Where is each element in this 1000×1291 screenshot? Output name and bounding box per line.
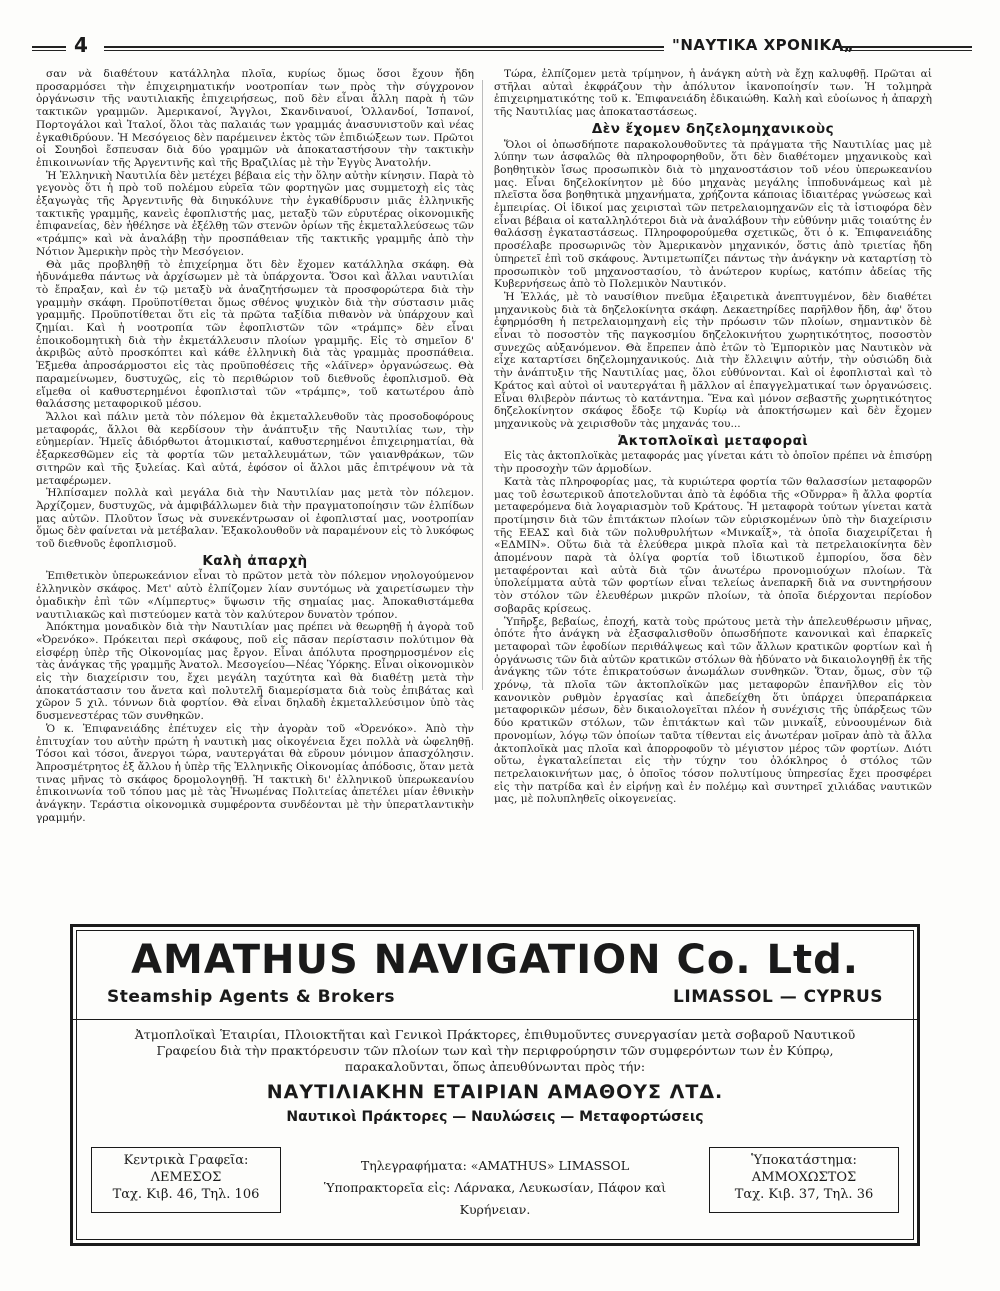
article-paragraph: Τώρα, ἐλπίζομεν μετὰ τρίμηνον, ἡ ἀνάγκη αὐτὴ νὰ ἔχῃ καλυφθῇ. Πρῶται αἱ στῆλαι αὐταὶ ἐκφράζουν τὴν ἀπόλυτον ἱκανοποίησίν των. Ἡ τολμηρὰ ἐπιχειρηματικότης τοῦ κ. Ἐπιφανειάδη ἐδικαιώθη. Καλὴ καὶ εὐοίωνος ἡ ἀπαρχὴ τῆς Ναυτιλίας μας ἀποκαταστάσεως.: [494, 68, 932, 119]
article-paragraph: σαν νὰ διαθέτουν κατάλληλα πλοῖα, κυρίως ὅμως ὅσοι ἔχουν ἤδη προσαρμόσει τὴν ἐπιχειρηματικήν νοοτροπίαν των πρὸς τὴν σύγχρονον ὀργάνωσιν τῆς ναυτιλιακῆς ἐπιχειρήσεως, ποῦ δὲν εἶναι ἄλλη παρὰ ἡ τῶν τακτικῶν γραμμῶν. Ἀμερικανοί, Ἄγγλοι, Σκανδιναυοί, Ὁλλανδοί, Ἰσπανοί, Πορτογάλοι καὶ Ἰταλοί, ὅλοι τὰς παλαιάς των γραμμάς ἀνασυνιστοῦν καὶ νέας ἐγκαθιδρύουν. Ἡ Μεσόγειος δὲν παρέμεινεν ἐκτὸς τῶν ἐπιδιώξεων των. Πρῶτοι οἱ Σουηδοὶ ἔσπευσαν διὰ δύο γραμμῶν νὰ ἀποκαταστήσουν τὴν τακτικὴν ἐπικοινωνίαν τῆς Ἀργεντινῆς καὶ τῆς Βραζιλίας μὲ τὴν Ἐγγὺς Ἀνατολήν.: [36, 68, 474, 169]
branch-label: Ὑποκατάστημα:: [751, 1153, 857, 1168]
ad-contact-info: [303, 1155, 687, 1221]
ad-greek-company-name: ΝΑΥΤΙΛΙΑΚΗΝ ΕΤΑΙΡΙΑΝ ΑΜΑΘΟΥΣ ΛΤΔ.: [266, 1081, 724, 1103]
article-paragraph: Ἀπόκτημα μοναδικὸν διὰ τὴν Ναυτιλίαν μας πρέπει νὰ θεωρηθῇ ἡ ἀγορὰ τοῦ «Ὀρενόκο». Πρόκειται περὶ σκάφους, ποῦ εἰς πᾶσαν περίστασιν πολύτιμον θὰ εἰσφέρῃ ὑπὲρ τῆς Οἰκονομίας μας ἔργον. Εἶναι ἀπόλυτα προσηρμοσμένον εἰς τὰς ἀνάγκας τῆς γραμμῆς Ἀνατολ. Μεσογείου—Νέας Ὑόρκης. Εἶναι οἰκονομικὸν εἰς τὴν διαχείρισιν του, ἔχει μεγάλη ταχύτητα καὶ θὰ διαθέτῃ μετὰ τὴν ἀποκατάστασιν του ἄνετα καὶ πολυτελῆ διαμερίσματα διὰ τοὺς ἐπιβάτας καὶ χῶρον 5 χιλ. τόννων διὰ φορτίον. Θὰ εἶναι δηλαδὴ ἐκμεταλλεύσιμον ὑπὸ τὰς δυσμενεστέρας τῶν συνθηκῶν.: [36, 621, 474, 723]
header-rule-left: [32, 46, 66, 51]
article-paragraph: Θὰ μᾶς προβληθῇ τὸ ἐπιχείρημα ὅτι δὲν ἔχομεν κατάλληλα σκάφη. Θὰ ἠδυνάμεθα πάντως νὰ ἀρχίσωμεν μὲ τὰ ὑπάρχοντα. Ὅσοι καὶ ἄλλαι ναυτιλίαι τὸ ἔπραξαν, καὶ ἐν τῷ μεταξὺ νὰ ἀναζητήσωμεν τὰ προσφορώτερα διὰ τὴν γραμμὴν σκάφη. Προϋποτίθεται ὅμως σθένος ψυχικὸν διὰ τὴν σύστασιν μιᾶς γραμμῆς. Προϋποτίθεται ὅτι εἰς τὰ πρῶτα ταξίδια πιθανὸν νὰ ὑπάρχουν καὶ ζημίαι. Καὶ ἡ νοοτροπία τῶν ἐφοπλιστῶν τῶν «τράμπς» δὲν εἶναι ἐποικοδομητικὴ διὰ τὴν ἐκμετάλλευσιν πλοίων γραμμῆς. Εἰς τὸ σημεῖον δ' ἀκριβῶς αὐτὸ προσκόπτει καὶ κάθε ἑλληνικὴ διὰ τὰς γραμμὰς προσπάθεια. Ἐξμεθα ἀπροσάρμοστοι εἰς τὰς προϋποθέσεις τῆς «λάϊνερ» ὀργανώσεως. Θὰ παραμείνωμεν, δυστυχῶς, εἰς τὸ περιθώριον τοῦ διεθνοῦς ἐφοπλισμοῦ. Θὰ εἴμεθα οἱ καθυστερημένοι ἐφοπλισταὶ τῶν «τράμπς», τοῦ κατωτέρου ἀπὸ θαλάσσης μεταφορικοῦ μέσου.: [36, 258, 474, 411]
article-paragraph: Ἡ Ἑλλάς, μὲ τὸ ναυσίθιον πνεῦμα ἐξαιρετικὰ ἀνεπτυγμένον, δὲν διαθέτει μηχανικοὺς διὰ τὰ δηζελοκίνητα σκάφη. Δεκαετηρίδες παρῆλθον ἤδη, ἀφ' ὅτου ἐφηρμόσθη ἡ πετρελαιομηχανὴ εἰς τὴν πρόωσιν τῶν πλοίων, σημαντικὸν δὲ εἶναι τὸ ποσοστὸν τῆς παγκοσμίου δηζελοκινήτου χωρητικότητος, ποσοστὸν συνεχῶς αὐξανόμενον. Θὰ ἔπρεπεν ἀπὸ ἐτῶν τὸ Ἐμπορικὸν μας Ναυτικὸν νὰ εἶχε καταρτίσει δηζελομηχανικούς. Διὰ τὴν ἔλλειψιν αὐτήν, τὴν οὐσιώδη διὰ τὴν ἀνάπτυξιν τῆς Ναυτιλίας μας, ὅλοι εὐθύνονται. Καὶ οἱ ἐφοπλισταὶ καὶ τὸ Κράτος καὶ αὐτοὶ οἱ ναυτεργάται ἢ μᾶλλον αἱ ἐπαγγελματικαί των ὀργανώσεις. Εἶναι θλιβερὸν πάντως τὸ κατάντημα. Ἕνα καὶ μόνον σεβαστῆς χωρητικότητος δηζελοκίνητον σκάφος ἔδοξε τῷ Κυρίῳ νὰ ἀποκτήσωμεν καὶ δὲν ἔχομεν μηχανικοὺς νὰ χειρισθοῦν τὰς μηχανάς του...: [494, 290, 932, 430]
article-paragraph: Ὁ κ. Ἐπιφανειάδης ἐπέτυχεν εἰς τὴν ἀγορὰν τοῦ «Ὀρενόκο». Ἀπὸ τὴν ἐπιτυχίαν του αὐτὴν πρώτη ἡ ναυτικὴ μας οἰκογένεια ἔχει πολλὰ νὰ ὠφεληθῇ. Τόσοι καὶ τόσοι, ἄνεργοι τώρα, ναυτεργάται θὰ εὕρουν μόνιμον ἀπασχόλησιν. Ἀπροσμέτρητος ἐξ ἄλλου ἡ ὑπὲρ τῆς Ἑλληνικῆς Οἰκονομίας ἀπόδοσις, ὅταν μετὰ τινας μῆνας τὸ σκάφος δρομολογηθῇ. Ἡ τακτικὴ δι' ἑλληνικοῦ ὑπερωκεανίου ἐπικοινωνία τοῦ τόπου μας μὲ τὰς Ἡνωμένας Πολιτείας ἀπετέλει μίαν ἐθνικὴν ἀνάγκην. Τεράστια οἰκονομικὰ συμφέροντα συνδέονται μὲ τὴν ὑπερατλαντικὴν γραμμήν.: [36, 722, 474, 824]
article-paragraph: Κατὰ τὰς πληροφορίας μας, τὰ κυριώτερα φορτία τῶν θαλασσίων μεταφορῶν μας τοῦ ἐσωτερικοῦ ἀποτελοῦνται ἀπὸ τὰ ἐφόδια τῆς «Οὔνρρα» ἢ ἄλλα φορτία μεταφερόμενα διὰ λογαριασμὸν τοῦ Κράτους. Ἡ μεταφορὰ τούτων γίνεται κατὰ προτίμησιν διὰ τῶν ἐπιτάκτων πλοίων τῶν εὑρισκομένων ὑπὸ τὴν διαχείρισιν τῆς ΕΕΑΣ καὶ διὰ τῶν πολυθρυλήτων «Μινκαΐξ», τὰ ὁποῖα διαχειρίζεται ἡ «ΕΔΜΙΝ». Οὕτω διὰ τὰ ἐλεύθερα μικρὰ πλοῖα καὶ τὰ πετρελαιοκίνητα δὲν ἀπομένουν παρὰ τὰ ὀλίγα φορτία τοῦ ἰδιωτικοῦ ἐμπορίου, ὅσα δὲν μεταφέρονται καὶ αὐτὰ διὰ τῶν ἀνωτέρω προνομιούχων πλοίων. Τὰ ὑπολείμματα αὐτὰ τῶν φορτίων εἶναι τελείως ἀνεπαρκῆ διὰ να συντηρήσουν τὸν στόλον τῶν ἐλευθέρων μικρῶν πλοίων, τὰ ὁποῖα διέρχονται περίοδον σοβαρᾶς κρίσεως.: [494, 475, 932, 615]
article-paragraph: Ἐπιθετικὸν ὑπερωκεάνιον εἶναι τὸ πρῶτον μετὰ τὸν πόλεμον νηολογούμενον ἑλληνικὸν σκάφος. Μετ' αὐτὸ ἐλπίζομεν λίαν συντόμως νὰ χαιρετίσωμεν τὴν ὁμαδικὴν ἐπὶ τῶν «Λίμπερτυς» ὕψωσιν τῆς σημαίας μας. Ἀποκαθιστάμεθα ναυτιλιακῶς καὶ πιστεύομεν κατὰ τὸν καλύτερον δυνατὸν τρόπον.: [36, 570, 474, 621]
article-paragraph: Ἄλλοι καὶ πάλιν μετὰ τὸν πόλεμον θὰ ἐκμεταλλευθοῦν τὰς προσοδοφόρους μεταφοράς, ἄλλοι θὰ κερδίσουν τὴν ἀνάπτυξιν τῆς Ναυτιλίας των, τὴν εὐημερίαν. Ἡμεῖς ἀδιόρθωτοι ἀτομικισταί, καθυστερημένοι ἐπιχειρηματίαι, θὰ ἐξαρκεσθῶμεν εἰς τὰ φορτία τῶν μεταλλευμάτων, τῶν γαιανθράκων, τῶν σιτηρῶν καὶ τῆς ξυλείας. Καὶ αὐτά, ἐφόσον οἱ ἄλλοι μᾶς ἐπιτρέψουν νὰ τὰ μεταφέρωμεν.: [36, 410, 474, 487]
header-rule-middle: [104, 46, 664, 51]
article-paragraph: Ὑπῆρξε, βεβαίως, ἐποχή, κατὰ τοὺς πρώτους μετὰ τὴν ἀπελευθέρωσιν μῆνας, ὁπότε ἦτο ἀνάγκη νὰ ἐξασφαλισθοῦν ὁπωσδήποτε κανονικαὶ καὶ ἐπαρκεῖς μεταφοραὶ τῶν ἐφοδίων περιθάλψεως καὶ τῶν ἄλλων κρατικῶν φορτίων καὶ ἡ ὀργάνωσις τῶν διὰ αὐτῶν κρατικῶν στόλων θὰ ἠδύνατο νὰ δικαιολογηθῇ ἐκ τῆς ἀνάγκης τῶν τότε ἐπικρατούσων ἀνωμάλων συνθηκῶν. Ὅταν, ὅμως, σὺν τῷ χρόνῳ, τὰ πλοῖα τῶν ἀκτοπλοϊκῶν μας μεταφορῶν ἐπανῆλθον εἰς τὸν κανονικὸν ρυθμὸν ἐργασίας καὶ ἀπεδείχθη ὅτι ὑπάρχει ὑπεραπάρκεια μεταφορικῶν μέσων, δὲν δικαιολογεῖται πλέον ἡ συνέχισις τῆς ὑπάρξεως τῶν δύο κρατικῶν στόλων, τῶν ἐπιτάκτων καὶ τῶν μινκαΐξ, εὐνοουμένων διὰ προνομίων, λόγῳ τῶν ὁποίων ταῦτα τίθενται εἰς ἀνωτέραν μοῖραν ἀπὸ τὰ ἄλλα ἀκτοπλοϊκὰ μας πλοῖα καὶ ἀπορροφοῦν τὸ μέγιστον μέρος τῶν φορτίων. Διότι οὕτω, ἐγκαταλείπεται εἰς τὴν τύχην του ὁλόκληρος ὁ στόλος τῶν πετρελαιοκινήτων μας, ὁ ὁποῖος τόσον πολυτίμους ὑπηρεσίας ἔχει προσφέρει εἰς τὴν πατρίδα καὶ ἐν εἰρήνῃ καὶ ἐν πολέμῳ καὶ συντηρεῖ χιλιάδας ναυτικῶν μας, μὲ πολυπληθεῖς οἰκογενείας.: [494, 615, 932, 806]
ad-telegraph: Τηλεγραφήματα: «AMATHUS» LIMASSOL: [360, 1158, 630, 1173]
article-paragraph: Ὅλοι οἱ ὁπωσδήποτε παρακολουθοῦντες τὰ πράγματα τῆς Ναυτιλίας μας μὲ λύπην των ἀσφαλῶς θὰ πληροφορηθοῦν, ὅτι δὲν διαθέτομεν μηχανικοὺς καὶ βοηθητικὸν ἴσως προσωπικὸν διὰ τὸ μηχανοστάσιον τοῦ νέου ὑπερωκεανίου μας. Εἶναι δηζελοκίνητον μὲ δύο μηχανὰς μεγάλης ἱπποδυνάμεως καὶ μὲ πλεῖστα ὅσα βοηθητικὰ μηχανήματα, χρήζοντα κάποιας ἰδιαιτέρας γνώσεως καὶ ἐμπειρίας. Οἱ ἰδικοί μας χειρισταὶ τῶν πετρελαιομηχανῶν εἰς τὰ ἰστιοφόρα δὲν εἶναι βέβαια οἱ καταλληλότεροι διὰ νὰ ἀναλάβουν τὴν εὐθύνην μιᾶς τοιαύτης ἐν θαλάσσῃ ἐγκαταστάσεως. Πληροφορούμεθα σχετικῶς, ὅτι ὁ κ. Ἐπιφανειάδης προσέλαβε προσωρινῶς τὸν Ἀμερικανὸν μηχανικόν, ὅστις ἀπὸ τριετίας ἤδη ὑπηρετεῖ ἐπὶ τοῦ σκάφους. Ἀντιμετωπίζει πάντως τὴν ἀνάγκην νὰ καταρτίσῃ τὸ προσωπικὸν τοῦ μηχανοστασίου, τὸ ἀνώτερον κυρίως, κατόπιν ἀδείας τῆς Κυβερνήσεως ἀπὸ τὸ Πολεμικὸν Ναυτικόν.: [494, 138, 932, 291]
column-divider: [482, 80, 483, 690]
left-column: [36, 68, 474, 824]
ad-company-name: AMATHUS NAVIGATION Co. Ltd.: [131, 937, 859, 983]
publication-title: "ΝΑΥΤΙΚΑ ΧΡΟΝΙΚΑ„: [672, 36, 855, 54]
ad-sub-agencies: Ὑποπρακτορεῖα εἰς: Λάρνακα, Λευκωσίαν, Πάφον καὶ Κυρήνειαν.: [323, 1180, 667, 1217]
head-office-city: ΛΕΜΕΣΟΣ: [150, 1170, 222, 1185]
branch-city: ΑΜΜΟΧΩΣΤΟΣ: [751, 1170, 857, 1185]
article-paragraph: Ἠλπίσαμεν πολλὰ καὶ μεγάλα διὰ τὴν Ναυτιλίαν μας μετὰ τὸν πόλεμον. Ἀρχίζομεν, δυστυχῶς, νὰ ἀμφιβάλλωμεν διὰ τὴν πραγματοποίησιν τῶν ἐλπίδων μας αὐτῶν. Πλοῦτον ἴσως νὰ συνεκέντρωσαν οἱ ἐφοπλισταί μας, νοοτροπίαν ὅμως δὲν φαίνεται νὰ μετέβαλαν. Ἐξακολουθοῦν νὰ παραμένουν εἰς τὸ λυκόφως τοῦ διεθνοῦς ἐφοπλισμοῦ.: [36, 487, 474, 551]
ad-branch-box: [709, 1147, 899, 1213]
head-office-address: Ταχ. Κιβ. 46, Τηλ. 106: [112, 1187, 260, 1202]
article-paragraph: Εἰς τὰς ἀκτοπλοϊκὰς μεταφοράς μας γίνεται κάτι τὸ ὁποῖον πρέπει νὰ ἐπισύρῃ τὴν προσοχὴν τῶν ἁρμοδίων.: [494, 450, 932, 476]
ad-description: Ἀτμοπλοϊκαὶ Ἑταιρίαι, Πλοιοκτῆται καὶ Γενικοὶ Πράκτορες, ἐπιθυμοῦντες συνεργασίαν μετὰ σοβαροῦ Ναυτικοῦ Γραφείου διὰ τὴν πρακτόρευσιν τῶν πλοίων των καὶ τὴν περιφρούρησιν τῶν συμφερόντων των ἐν Κύπρῳ, παρακαλοῦνται, ὅπως ἀπευθύνωνται πρὸς τήν:: [134, 1027, 856, 1074]
section-heading: Ἀκτοπλοϊκαὶ μεταφοραὶ: [617, 432, 809, 449]
advertisement-box: [70, 924, 920, 1246]
section-heading: Καλὴ ἀπαρχὴ: [202, 552, 308, 569]
branch-address: Ταχ. Κιβ. 37, Τηλ. 36: [734, 1187, 874, 1202]
right-column: [494, 68, 932, 806]
header-rule-right: [840, 46, 972, 51]
page-header: [32, 33, 972, 58]
article-paragraph: Ἡ Ἑλληνικὴ Ναυτιλία δὲν μετέχει βέβαια εἰς τὴν ὅλην αὐτὴν κίνησιν. Παρὰ τὸ γεγονὸς ὅτι ἡ πρὸ τοῦ πολέμου εὐρεῖα τῶν φορτηγῶν μας συμμετοχὴ εἰς τὰς ἐξαγωγὰς τῆς Ἀργεντινῆς θὰ διηυκόλυνε τὴν ἐγκαθίδρυσιν μιᾶς ἑλληνικῆς τακτικῆς γραμμῆς, κανεὶς ἐφοπλιστής μας, μεταξὺ τῶν εὐρυτέρας οἰκονομικῆς ἐπιφανείας, δὲν ἠθέλησε νὰ ἐξέλθῃ τῶν στενῶν ὁρίων τῆς ἐκμεταλλεύσεως τῶν «τράμπς» καὶ νὰ ἀναλάβῃ τὴν προσπάθειαν τῆς τακτικῆς γραμμῆς ἀπὸ τὴν Νότιον Ἀμερικὴν πρὸς τὴν Μεσόγειον.: [36, 169, 474, 258]
ad-location: LIMASSOL — CYPRUS: [673, 987, 883, 1007]
head-office-label: Κεντρικὰ Γραφεῖα:: [123, 1153, 249, 1168]
page-number: 4: [74, 33, 88, 57]
ad-head-office-box: [91, 1147, 281, 1213]
ad-services: Ναυτικοὶ Πράκτορες — Ναυλώσεις — Μεταφορτώσεις: [286, 1109, 704, 1125]
ad-divider: [73, 1019, 917, 1020]
ad-tagline: Steamship Agents & Brokers: [107, 987, 395, 1007]
section-heading: Δὲν ἔχομεν δηζελομηχανικοὺς: [591, 120, 835, 137]
